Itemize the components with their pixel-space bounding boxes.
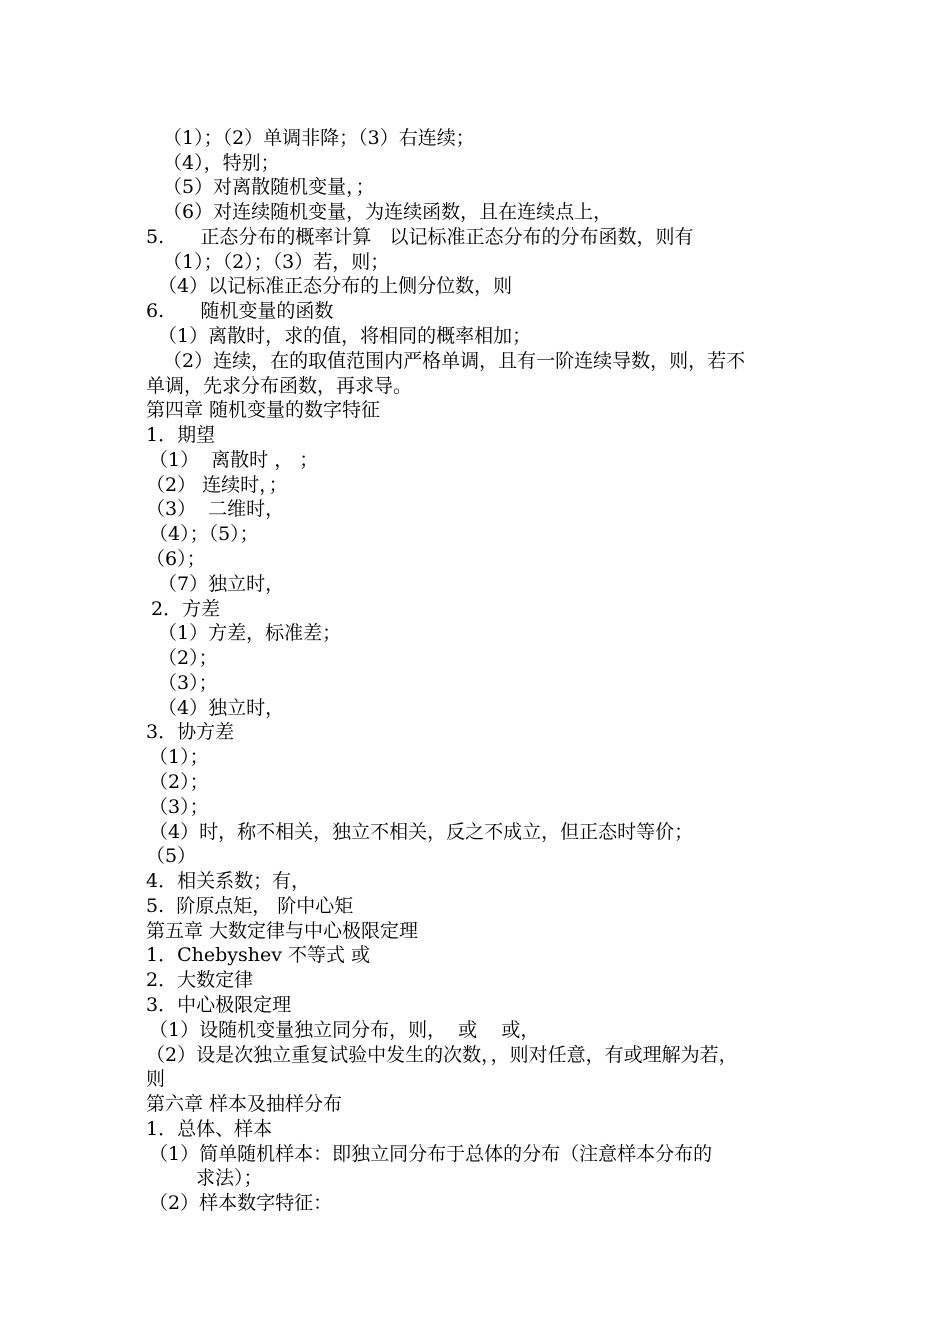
chapter-heading: 第六章 样本及抽样分布 [146, 1093, 343, 1115]
text-line: （3） 二维时， [146, 498, 285, 520]
text-line: （5） [146, 845, 197, 867]
section-heading: 6. 随机变量的函数 [146, 300, 334, 322]
text-line: （1） 离散时 ， ； [149, 449, 319, 471]
text-line: （2） 连续时，； [146, 474, 288, 496]
section-heading: 1．期望 [146, 424, 216, 446]
text-line: （1）方差，标准差； [158, 622, 342, 644]
section-heading: 3．协方差 [146, 721, 235, 743]
section-heading: 1．总体、样本 [146, 1118, 273, 1140]
text-line: （7）独立时， [158, 573, 285, 595]
text-line: （4）以记标准正态分布的上侧分位数，则 [158, 275, 513, 297]
text-line: 单调，先求分布函数，再求导。 [146, 375, 413, 397]
text-line: （6）对连续随机变量，为连续函数，且在连续点上， [163, 201, 613, 223]
section-heading: 5. 正态分布的概率计算 以记标准正态分布的分布函数，则有 [146, 226, 694, 248]
chapter-heading: 第四章 随机变量的数字特征 [146, 399, 381, 421]
section-heading: 2．大数定律 [146, 969, 254, 991]
text-line: （1）离散时，求的值，将相同的概率相加； [158, 325, 532, 347]
text-line: （2）样本数字特征： [149, 1192, 333, 1214]
text-line: （1）；（2）单调非降；（3）右连续； [163, 127, 475, 149]
text-line: （3）； [158, 672, 218, 694]
text-line: （4）独立时， [158, 697, 285, 719]
text-line: （5）对离散随机变量，； [163, 176, 375, 198]
text-line: 则 [146, 1068, 166, 1090]
section-heading: 2．方差 [151, 598, 221, 620]
text-line: （4）；（5）； [149, 523, 259, 545]
section-heading: 1．Chebyshev 不等式 或 [146, 944, 371, 966]
text-line: （1）简单随机样本：即独立同分布于总体的分布（注意样本分布的 [149, 1143, 713, 1165]
text-line: （1）；（2）；（3）若，则； [163, 251, 390, 273]
text-line: （2）设是次独立重复试验中发生的次数，，则对任意，有或理解为若， [146, 1044, 738, 1066]
text-line: （1）； [149, 746, 209, 768]
text-line: （2）； [149, 771, 209, 793]
section-heading: 5. 阶原点矩， 阶中心矩 [146, 895, 354, 917]
text-line: （4），特别； [163, 152, 280, 174]
text-line: （2）连续，在的取值范围内严格单调，且有一阶连续导数，则，若不 [163, 350, 746, 372]
text-line: （6）； [146, 548, 206, 570]
section-heading: 3．中心极限定理 [146, 994, 292, 1016]
chapter-heading: 第五章 大数定律与中心极限定理 [146, 920, 419, 942]
text-line: （4）时，称不相关，独立不相关，反之不成立，但正态时等价； [149, 821, 694, 843]
text-line: （3）； [149, 796, 209, 818]
text-line: （2）； [158, 647, 218, 669]
text-line: 求法）； [196, 1167, 263, 1189]
section-heading: 4．相关系数；有， [146, 870, 311, 892]
text-line: （1）设随机变量独立同分布，则， 或 或， [149, 1019, 540, 1041]
